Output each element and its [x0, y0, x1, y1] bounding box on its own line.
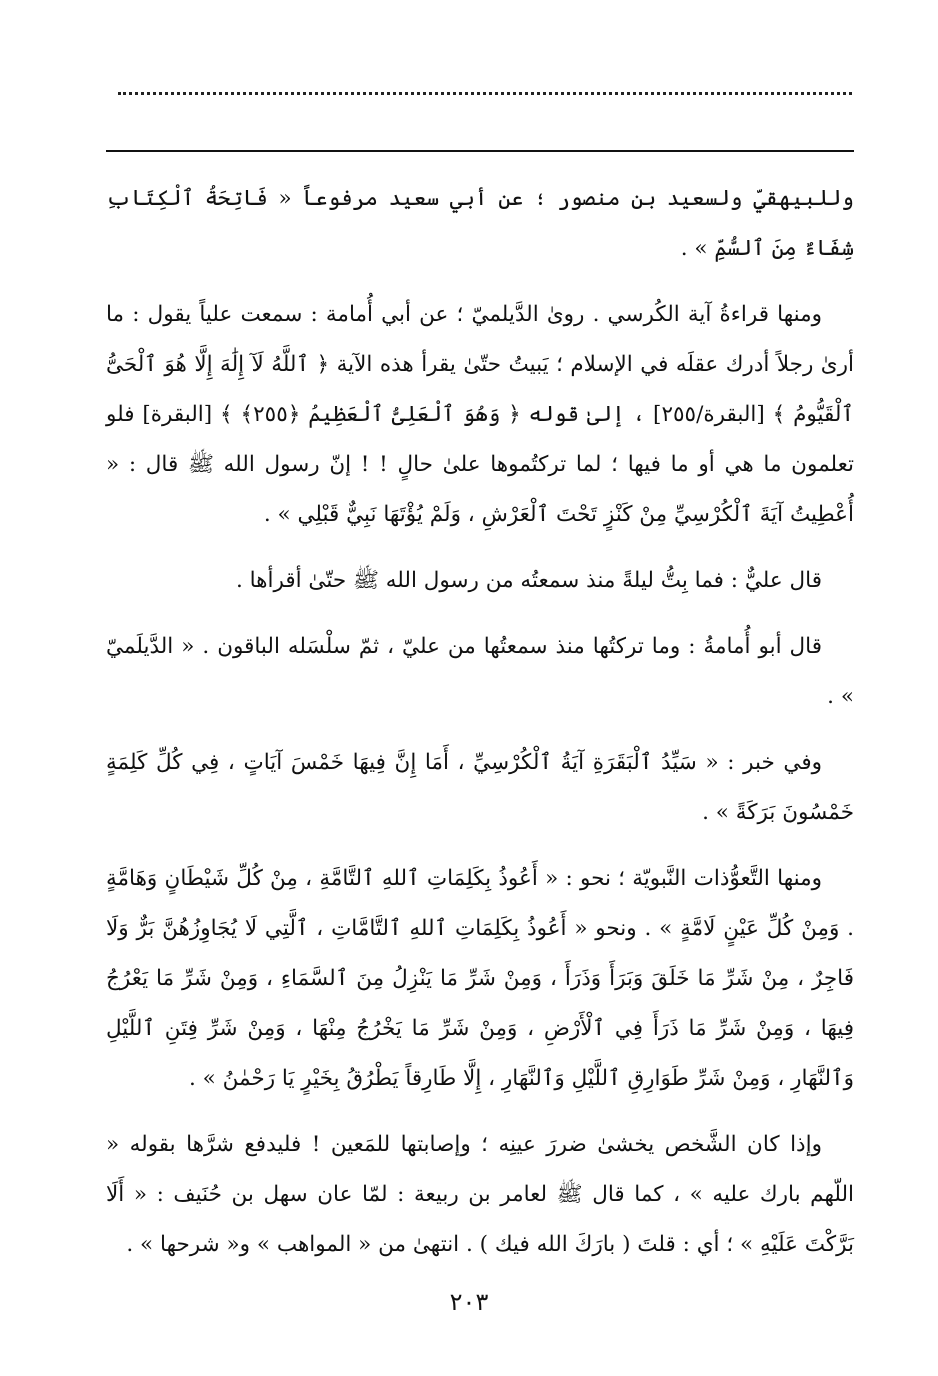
header-dotted-line	[118, 92, 852, 97]
paragraph-3: قال عليٌّ : فما بِتُّ ليلةً منذ سمعتُه من رسول الله ﷺ حتّىٰ أقرأها .	[235, 568, 822, 593]
paragraph-1: وللبيهقيِّ ولسعيد بن منصور ؛ عن أبي سعيد مرفوعاً « فَاتِحَةُ ٱلْكِتَابِ شِفَاءٌ مِنَ ٱلسُّمِّ » .	[106, 186, 854, 261]
paragraph-5: وفي خبر : « سَيِّدُ ٱلْبَقَرَةِ آيَةُ ٱلْكُرْسِيِّ ، أَمَا إِنَّ فِيهَا خَمْسَ آيَاتٍ ، فِي كُلِّ كَلِمَةٍ خَمْسُونَ بَرَكَةً » .	[106, 750, 854, 825]
paragraph-4: قال أبو أُمامةُ : وما تركتُها منذ سمعتُها من عليّ ، ثمّ سلْسَله الباقون . « الدَّيلَميّ » .	[106, 634, 854, 709]
paragraph-2: ومنها قراءةُ آية الكُرسي . روىٰ الدَّيلميّ ؛ عن أبي أُمامة : سمعت علياً يقول : ما أرىٰ رجلاً أدرك عقلَه في الإسلام ؛ يَبيتُ حتّىٰ يقرأ هذه الآية ﴿ ٱللَّهُ لَآ إِلَٰهَ إِلَّا هُوَ ٱلْحَىُّ ٱلْقَيُّومُ ﴾ [البقرة/٢٥٥] ، إلىٰ قوله ﴿ وَهُوَ ٱلْعَلِىُّ ٱلْعَظِيمُ ﴿٢٥٥﴾ ﴾ [البقرة] فلو تعلمون ما هي أو ما فيها ؛ لما تركتُموها علىٰ حالٍ ! ! إنّ رسول الله ﷺ قال : « أُعْطِيتُ آيَةَ ٱلْكُرْسِيِّ مِنْ كَنْزٍ تَحْتَ ٱلْعَرْشِ ، وَلَمْ يُؤْتَهَا نَبِيٌّ قَبْلِي » .	[106, 302, 855, 527]
page-body	[106, 174, 854, 1286]
page-number: ٢٠٣	[449, 1288, 489, 1316]
paragraph-6: ومنها التَّعوُّذات النَّبويّة ؛ نحو : « أَعُوذُ بِكَلِمَاتِ ٱللهِ ٱلتَّامَّةِ ، مِنْ كُلِّ شَيْطَانٍ وَهَامَّةٍ . وَمِنْ كُلِّ عَيْنٍ لَامَّةٍ » . ونحو « أَعُوذُ بِكَلِمَاتِ ٱللهِ ٱلتَّامَّاتِ ، ٱلَّتِي لَا يُجَاوِزُهُنَّ بَرٌّ وَلَا فَاجِرٌ ، مِنْ شَرِّ مَا خَلَقَ وَبَرَأَ وَذَرَأَ ، وَمِنْ شَرِّ مَا يَنْزِلُ مِنَ ٱلسَّمَاءِ ، وَمِنْ شَرِّ مَا يَعْرُجُ فِيهَا ، وَمِنْ شَرِّ مَا ذَرَأَ فِي ٱلْأَرْضِ ، وَمِنْ شَرِّ مَا يَخْرُجُ مِنْهَا ، وَمِنْ شَرِّ فِتَنِ ٱللَّيْلِ وَٱلنَّهَارِ ، وَمِنْ شَرِّ طَوَارِقِ ٱللَّيْلِ وَٱلنَّهَارِ ، إِلَّا طَارِقاً يَطْرُقُ بِخَيْرٍ يَا رَحْمٰنُ » .	[106, 866, 854, 1091]
header-rule	[106, 150, 854, 152]
paragraph-7: وإذا كان الشَّخص يخشىٰ ضررَ عينِه ؛ وإصابتها للمَعين ! فليدفع شرَّها بقوله « اللّهم بارك عليه » ، كما قال ﷺ لعامر بن ربيعة : لمّا عان سهل بن حُنَيف : « أَلَا بَرَّكْتَ عَلَيْهِ » ؛ أي : قلتَ ( بارَكَ الله فيك ) . انتهىٰ من « المواهب » و« شرحها » .	[106, 1132, 854, 1257]
